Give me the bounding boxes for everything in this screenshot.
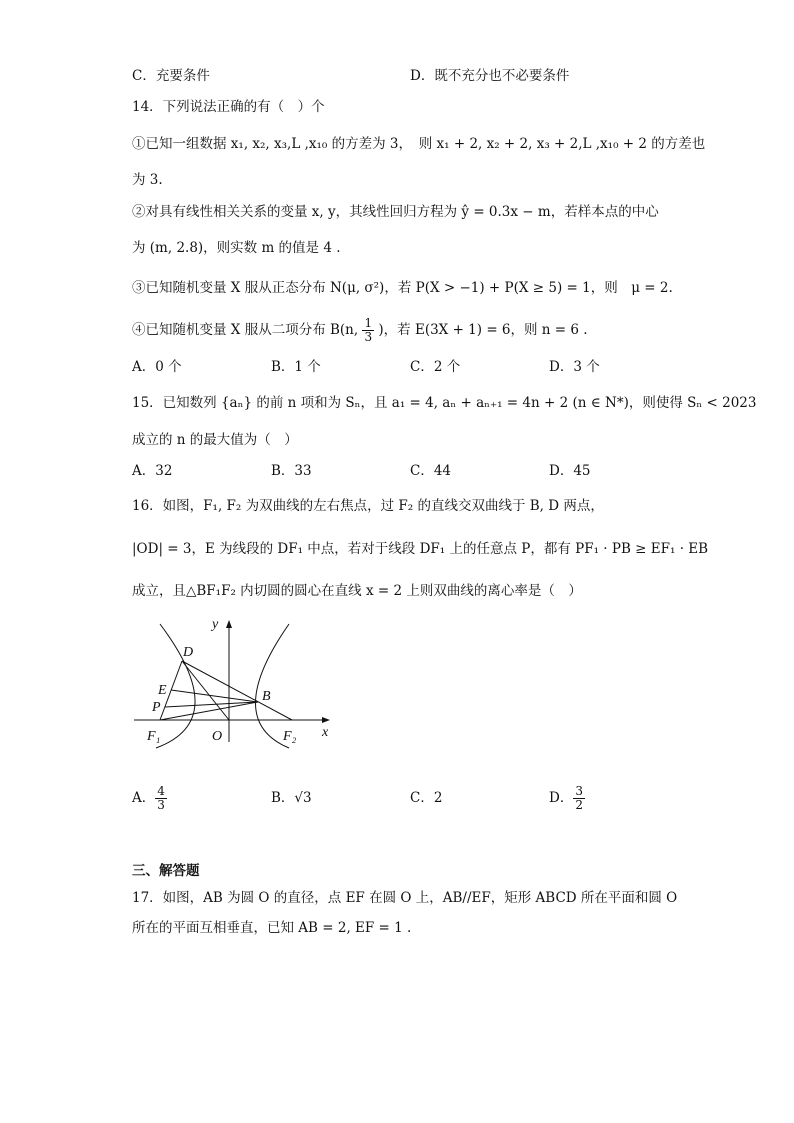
q16-option-a-fraction [155,785,167,812]
q16-option-a [132,781,167,815]
q16-stem-cont-1: |OD| = 3，E 为线段的 DF₁ 中点，若对于线段 DF₁ 上的任意点 P，都有 PF₁ · PB ≥ EF₁ · EB [132,541,709,557]
x-axis-arrow-icon [322,717,330,723]
q15-option-d: D．45 [549,463,591,479]
q14-statement-4 [132,312,588,348]
q14-statement-4-a: ④已知随机变量 X 服从二项分布 B(n, [132,322,359,338]
label-b: B [262,689,271,704]
q14-stem: 14．下列说法正确的有（ ）个 [132,99,325,115]
q16-option-a-prefix: A． [132,790,156,806]
q16-option-c: C．2 [410,790,443,806]
q14-statement-1: ①已知一组数据 x₁, x₂, x₃,L ,x₁₀ 的方差为 3， 则 x₁ + 2, x₂ + 2, x₃ + 2,L ,x₁₀ + 2 的方差也 [132,136,706,152]
label-o: O [212,729,223,744]
fraction-numerator: 3 [575,784,583,798]
q16-option-b: B．√3 [271,790,312,806]
label-y: y [212,617,219,632]
q16-option-d-fraction [573,785,585,812]
q16-stem: 16．如图，F₁, F₂ 为双曲线的左右焦点，过 F₂ 的直线交双曲线于 B, D 两点， [132,498,604,514]
fraction-denominator: 3 [157,798,165,812]
q14-option-a: A．0 个 [132,359,182,375]
fraction-denominator: 2 [575,798,583,812]
q16-option-d-prefix: D． [549,790,574,806]
q14-statement-1-cont: 为 3. [132,172,163,188]
label-f1: F₁ [147,729,161,744]
q15-option-c: C．44 [410,463,452,479]
hyperbola-figure [130,612,340,752]
q14-statement-4-fraction [362,317,374,344]
label-f2: F₂ [283,729,297,744]
q14-statement-2-cont: 为 (m, 2.8)，则实数 m 的值是 4 . [132,240,341,256]
q17-stem: 17．如图，AB 为圆 O 的直径，点 EF 在圆 O 上，AB//EF，矩形 ABCD 所在平面和圆 O [132,890,678,906]
q14-statement-4-b: )，若 E(3X + 1) = 6，则 n = 6 . [378,322,588,338]
q14-option-c: C．2 个 [410,359,461,375]
label-d: D [183,645,194,660]
label-e: E [158,683,167,698]
fraction-numerator: 1 [364,316,373,330]
q14-option-b: B．1 个 [271,359,321,375]
q13-option-d: D．既不充分也不必要条件 [410,68,570,84]
q15-option-a: A．32 [132,463,173,479]
q14-option-d: D．3 个 [549,359,600,375]
q15-option-b: B．33 [271,463,312,479]
q15-stem: 15．已知数列 {aₙ} 的前 n 项和为 Sₙ，且 a₁ = 4, aₙ + aₙ₊₁ = 4n + 2 (n ∈ N*)，则使得 Sₙ < 2023 [132,395,757,411]
q16-option-d [549,781,585,815]
segment-e-b [171,690,258,702]
q15-stem-cont: 成立的 n 的最大值为（ ） [132,432,298,448]
q16-stem-cont-2: 成立，且△BF₁F₂ 内切圆的圆心在直线 x = 2 上则双曲线的离心率是（ ） [132,583,582,599]
line-f2-d [182,661,292,720]
label-x: x [322,725,329,740]
q14-statement-3: ③已知随机变量 X 服从正态分布 N(μ, σ²)，若 P(X > −1) + P(X ≥ 5) = 1，则 μ = 2. [132,280,673,296]
fraction-numerator: 4 [157,784,165,798]
q13-option-c: C．充要条件 [132,68,210,84]
q17-stem-cont: 所在的平面互相垂直，已知 AB = 2, EF = 1 . [132,920,412,936]
label-p: P [152,700,161,715]
fraction-denominator: 3 [364,330,373,344]
section-title: 三、解答题 [132,863,200,879]
q14-statement-2: ②对具有线性相关关系的变量 x, y，其线性回归方程为 ŷ = 0.3x − m，若样本点的中心 [132,204,659,220]
y-axis-arrow-icon [226,620,232,628]
